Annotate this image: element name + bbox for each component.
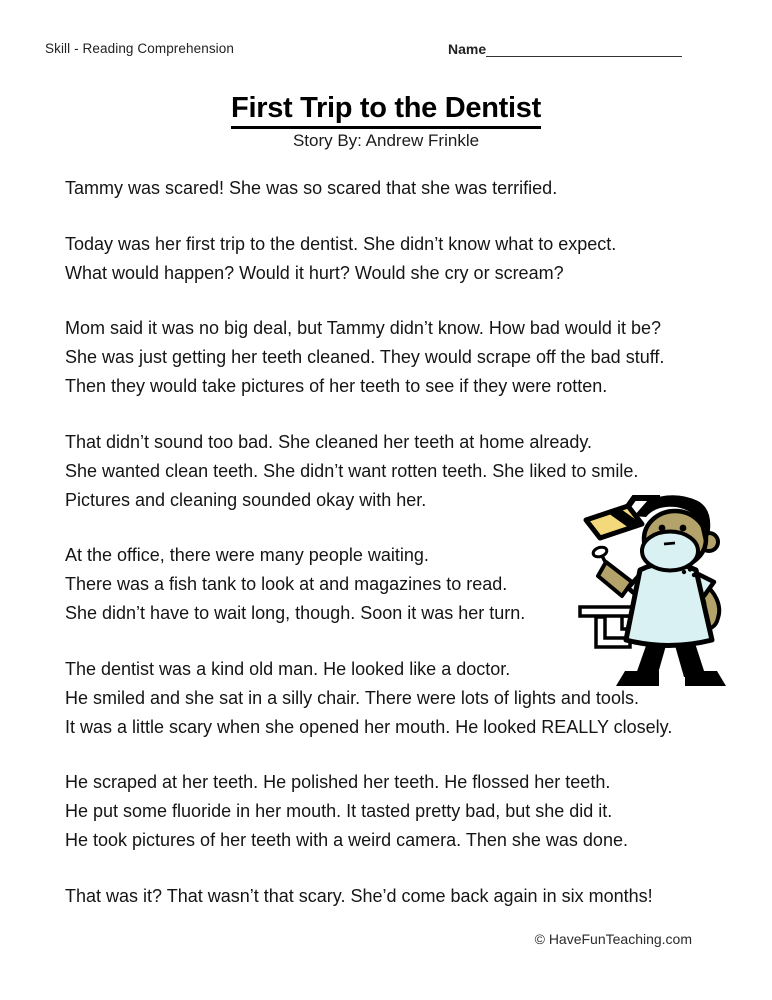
name-label: Name [448,41,487,57]
story-paragraph [65,768,765,855]
story-paragraph [65,314,765,401]
story-line: It was a little scary when she opened her mouth. He looked REALLY closely. [65,716,673,737]
story-line: Tammy was scared! She was so scared that she was terrified. [65,178,558,198]
story-line: She wanted clean teeth. She didn’t want rotten teeth. She liked to smile. [65,460,639,481]
story-line: The dentist was a kind old man. He looked like a doctor. [65,658,511,679]
story-line: Then they would take pictures of her teeth to see if they were rotten. [65,376,608,396]
footer-credit: © HaveFunTeaching.com [534,931,692,947]
story-paragraph [65,174,765,203]
story-line: What would happen? Would it hurt? Would she cry or scream? [65,262,564,283]
skill-label: Skill - Reading Comprehension [45,41,234,56]
story-line: She didn’t have to wait long, though. Soon it was her turn. [65,603,526,623]
story-line: She was just getting her teeth cleaned. They would scrape off the bad stuff. [65,347,665,367]
story-line: He took pictures of her teeth with a weird camera. Then she was done. [65,830,628,850]
story-line: Today was her first trip to the dentist. She didn’t know what to expect. [65,233,617,254]
dentist-clipart-svg [572,490,772,690]
story-line: That didn’t sound too bad. She cleaned her teeth at home already. [65,431,593,452]
story-line: He scraped at her teeth. He polished her teeth. He flossed her teeth. [65,772,611,792]
story-line: He put some fluoride in her mouth. It tasted pretty bad, but she did it. [65,801,613,821]
story-line: Mom said it was no big deal, but Tammy didn’t know. How bad would it be? [65,318,661,338]
story-line: Pictures and cleaning sounded okay with her. [65,489,427,510]
name-field [448,41,682,57]
story-line: There was a fish tank to look at and magazines to read. [65,574,508,594]
dentist-illustration [572,490,772,690]
story-line: That was it? That wasn’t that scary. She’d come back again in six months! [65,885,653,906]
story-paragraph [65,230,765,288]
story-line: At the office, there were many people waiting. [65,545,429,565]
byline: Story By: Andrew Frinkle [292,131,480,150]
page-title: First Trip to the Dentist [231,92,541,129]
story-paragraph [65,882,765,911]
story-line: He smiled and she sat in a silly chair. There were lots of lights and tools. [65,687,639,708]
name-blank-line [486,41,682,57]
